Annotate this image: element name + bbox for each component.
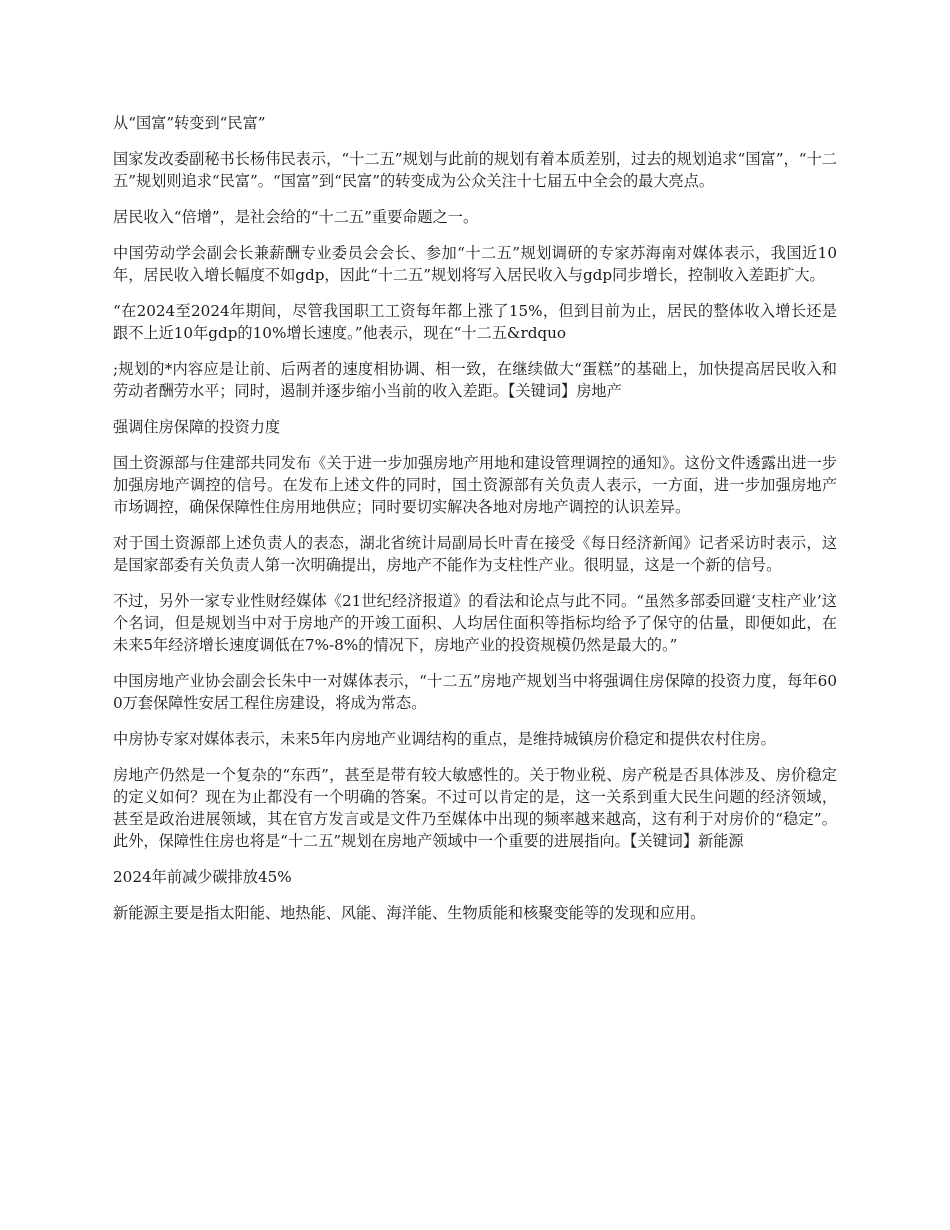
paragraph: 国土资源部与住建部共同发布《关于进一步加强房地产用地和建设管理调控的通知》。这份文件透露出进一步加强房地产调控的信号。在发布上述文件的同时，国土资源部有关负责人表示，一方面，进一步加强房地产市场调控，确保保障性住房用地供应；同时要切实解决各地对房地产调控的认识差异。 [113,454,837,516]
heading-housing-security: 强调住房保障的投资力度 [113,418,281,436]
paragraph: 房地产仍然是一个复杂的“东西”，甚至是带有较大敏感性的。关于物业税、房产税是否具体涉及、房价稳定的定义如何？现在为止都没有一个明确的答案。不过可以肯定的是，这一关系到重大民生问题的经济领域，甚至是政治进展领域，其在官方发言或是文件乃至媒体中出现的频率越来越高，这有利于对房价的“稳定”。此外，保障性住房也将是“十二五”规划在房地产领域中一个重要的进展指向。【关键词】新能源 [113,766,837,850]
heading-guofu-minfu: 从“国富”转变到“民富” [113,114,266,132]
heading-carbon-reduction: 2024年前减少碳排放45% [113,868,292,886]
paragraph: 不过，另外一家专业性财经媒体《21世纪经济报道》的看法和论点与此不同。“虽然多部委回避‘支柱产业’这个名词，但是规划当中对于房地产的开竣工面积、人均居住面积等指标均给予了保守的估量，即便如此，在未来5年经济增长速度调低在7%-8%的情况下，房地产业的投资规模仍然是最大的。” [113,592,837,654]
paragraph: 新能源主要是指太阳能、地热能、风能、海洋能、生物质能和核聚变能等的发现和应用。 [113,904,706,922]
paragraph: 中国劳动学会副会长兼薪酬专业委员会会长、参加“十二五”规划调研的专家苏海南对媒体表示，我国近10年，居民收入增长幅度不如gdp，因此“十二五”规划将写入居民收入与gdp同步增长，控制收入差距扩大。 [113,244,837,284]
paragraph: “在2024至2024年期间，尽管我国职工工资每年都上涨了15%，但到目前为止，居民的整体收入增长还是跟不上近10年gdp的10%增长速度。”他表示，现在“十二五&rdquo [113,302,837,342]
paragraph: 居民收入“倍增”，是社会给的“十二五”重要命题之一。 [113,208,479,226]
paragraph: 中房协专家对媒体表示，未来5年内房地产业调结构的重点，是维持城镇房价稳定和提供农村住房。 [113,730,776,748]
paragraph: 对于国土资源部上述负责人的表态，湖北省统计局副局长叶青在接受《每日经济新闻》记者采访时表示，这是国家部委有关负责人第一次明确提出，房地产不能作为支柱性产业。很明显，这是一个新的信号。 [113,534,837,574]
document-page [113,112,837,938]
paragraph: 中国房地产业协会副会长朱中一对媒体表示，“十二五”房地产规划当中将强调住房保障的投资力度，每年600万套保障性安居工程住房建设，将成为常态。 [113,672,837,712]
paragraph: 国家发改委副秘书长杨伟民表示，“十二五”规划与此前的规划有着本质差别，过去的规划追求“国富”，“十二五”规划则追求“民富”。“国富”到“民富”的转变成为公众关注十七届五中全会的最大亮点。 [113,150,837,190]
paragraph: ;规划的*内容应是让前、后两者的速度相协调、相一致，在继续做大“蛋糕”的基础上，加快提高居民收入和劳动者酬劳水平；同时，遏制并逐步缩小当前的收入差距。【关键词】房地产 [113,360,837,400]
